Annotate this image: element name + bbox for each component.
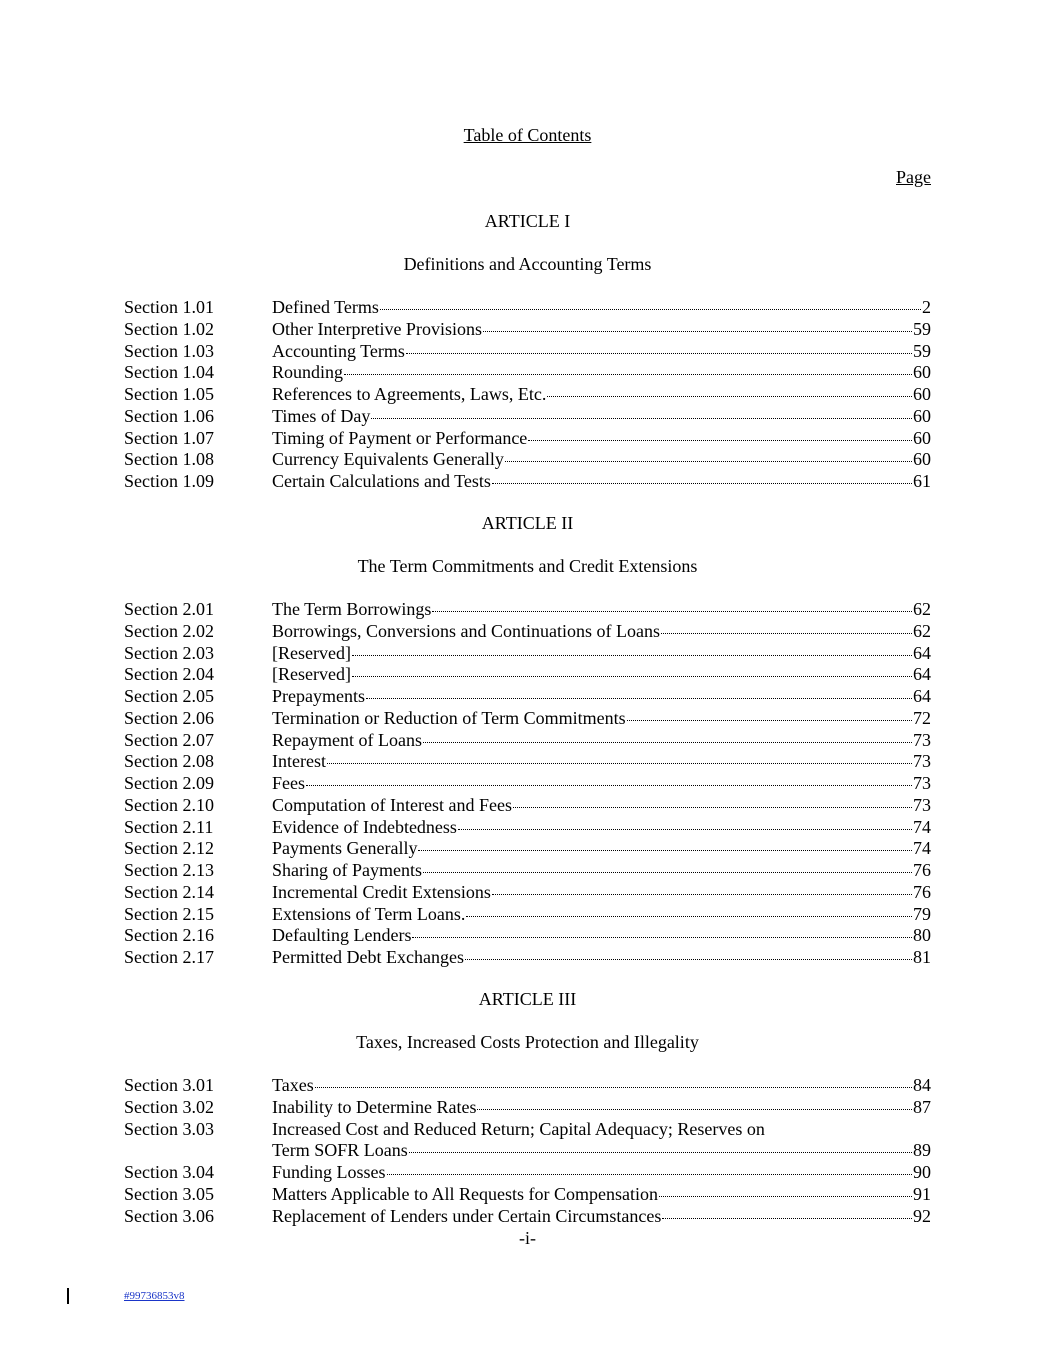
section-page: 84	[913, 1075, 931, 1095]
section-number: Section 2.07	[124, 729, 214, 750]
section-title: Inability to Determine Rates	[272, 1096, 477, 1117]
toc-entry[interactable]	[124, 882, 931, 904]
dot-leader	[492, 482, 912, 484]
section-number: Section 2.12	[124, 838, 214, 859]
section-page: 89	[913, 1140, 931, 1161]
dot-leader	[306, 784, 912, 786]
dot-leader	[465, 958, 912, 960]
dot-leader	[483, 330, 912, 332]
dot-leader	[406, 352, 912, 354]
toc-title: Table of Contents	[463, 125, 592, 145]
toc-entry[interactable]	[124, 773, 931, 795]
section-page: 72	[913, 707, 931, 728]
toc-entry[interactable]	[124, 362, 931, 384]
section-title: References to Agreements, Laws, Etc.	[272, 384, 547, 404]
toc-entry[interactable]	[124, 1162, 931, 1184]
section-number: Section 2.09	[124, 773, 214, 793]
section-title: The Term Borrowings	[272, 599, 432, 619]
toc-entry[interactable]	[124, 664, 931, 686]
section-number: Section 2.13	[124, 860, 214, 880]
section-title: Interest	[272, 751, 326, 772]
section-page: 74	[913, 838, 931, 859]
section-number: Section 1.09	[124, 471, 214, 491]
dot-leader	[505, 460, 912, 462]
toc-entry[interactable]	[124, 686, 931, 708]
dot-leader	[513, 806, 912, 808]
toc-entry[interactable]	[124, 795, 931, 817]
toc-entry[interactable]	[124, 947, 931, 969]
section-number: Section 1.05	[124, 384, 214, 404]
toc-entry[interactable]	[124, 471, 931, 493]
section-number: Section 2.08	[124, 751, 214, 772]
section-number: Section 3.01	[124, 1075, 214, 1095]
toc-entry[interactable]	[124, 384, 931, 406]
section-number: Section 2.02	[124, 620, 214, 641]
section-title: Repayment of Loans	[272, 729, 422, 750]
section-list	[124, 297, 931, 493]
section-number: Section 2.04	[124, 664, 214, 685]
section-title: Evidence of Indebtedness	[272, 816, 457, 837]
dot-leader	[423, 871, 912, 873]
section-number: Section 1.01	[124, 297, 214, 317]
section-number: Section 2.06	[124, 707, 214, 728]
section-number: Section 3.05	[124, 1183, 214, 1204]
dot-leader	[477, 1108, 912, 1110]
section-page: 64	[913, 686, 931, 706]
section-number: Section 2.15	[124, 903, 214, 924]
article-heading: ARTICLE III	[478, 989, 577, 1009]
section-page: 59	[913, 340, 931, 361]
section-page: 80	[913, 925, 931, 946]
section-page: 87	[913, 1096, 931, 1117]
section-number: Section 3.03	[124, 1118, 214, 1139]
section-title: Replacement of Lenders under Certain Circumstances	[272, 1205, 662, 1226]
dot-leader	[352, 675, 912, 677]
section-number: Section 2.01	[124, 599, 214, 619]
section-page: 64	[913, 664, 931, 685]
toc-entry[interactable]	[124, 708, 931, 730]
section-title: Defaulting Lenders	[272, 925, 412, 946]
section-number: Section 1.08	[124, 449, 214, 470]
article-title: Taxes, Increased Costs Protection and Illegality	[356, 1032, 699, 1052]
article-1	[124, 210, 931, 493]
dot-leader	[315, 1086, 912, 1088]
dot-leader	[344, 373, 912, 375]
section-list	[124, 1075, 931, 1227]
toc-entry[interactable]	[124, 1097, 931, 1119]
section-number: Section 1.06	[124, 405, 214, 426]
toc-entry[interactable]	[124, 838, 931, 860]
toc-entry[interactable]	[124, 428, 931, 450]
section-page: 91	[913, 1183, 931, 1204]
article-heading: ARTICLE I	[484, 211, 571, 231]
section-page: 60	[913, 449, 931, 470]
section-title: Prepayments	[272, 686, 365, 706]
section-number: Section 2.03	[124, 642, 214, 663]
section-title: Rounding	[272, 362, 344, 383]
toc-entry[interactable]	[124, 1184, 931, 1206]
section-title: [Reserved]	[272, 642, 351, 663]
section-title: Taxes	[272, 1075, 314, 1095]
section-page: 81	[913, 947, 931, 967]
section-title: Permitted Debt Exchanges	[272, 947, 464, 967]
toc-entry[interactable]	[124, 904, 931, 926]
section-title: Incremental Credit Extensions	[272, 881, 491, 902]
section-page: 2	[922, 297, 931, 317]
section-page: 74	[913, 816, 931, 837]
article-heading: ARTICLE II	[481, 513, 574, 533]
dot-leader	[412, 936, 912, 938]
section-number: Section 1.03	[124, 340, 214, 361]
section-title: Term SOFR Loans	[272, 1140, 408, 1161]
dot-leader	[492, 893, 912, 895]
change-bar	[67, 1288, 69, 1304]
document-id-link[interactable]: #99736853v8	[124, 1290, 185, 1302]
section-title: Extensions of Term Loans.	[272, 903, 466, 924]
section-title: Fees	[272, 773, 305, 793]
section-number: Section 3.02	[124, 1096, 214, 1117]
section-page: 76	[913, 881, 931, 902]
article-title: The Term Commitments and Credit Extensions	[357, 556, 698, 576]
article-2	[124, 512, 931, 969]
section-page: 92	[913, 1205, 931, 1226]
section-page: 79	[913, 903, 931, 924]
section-number: Section 3.06	[124, 1205, 214, 1226]
toc-entry[interactable]	[124, 406, 931, 428]
dot-leader	[387, 1173, 912, 1175]
dot-leader	[432, 610, 912, 612]
dot-leader	[352, 654, 912, 656]
section-number: Section 2.14	[124, 881, 214, 902]
dot-leader	[662, 1217, 912, 1219]
section-page: 90	[913, 1162, 931, 1182]
section-list	[124, 599, 931, 969]
toc-entry[interactable]	[124, 860, 931, 882]
page-number: -i-	[519, 1228, 536, 1248]
section-title: Other Interpretive Provisions	[272, 318, 482, 339]
toc-entry[interactable]	[124, 449, 931, 471]
dot-leader	[627, 719, 912, 721]
section-title: Borrowings, Conversions and Continuations of Loans	[272, 620, 660, 641]
page-column-label: Page	[896, 167, 931, 187]
section-title: Certain Calculations and Tests	[272, 471, 491, 491]
section-title: Computation of Interest and Fees	[272, 794, 512, 815]
section-title: Times of Day	[272, 405, 371, 426]
toc-entry[interactable]	[124, 341, 931, 363]
dot-leader	[366, 697, 912, 699]
section-page: 73	[913, 773, 931, 793]
section-page: 73	[913, 751, 931, 772]
section-page: 62	[913, 599, 931, 619]
section-page: 60	[913, 362, 931, 383]
section-page: 76	[913, 860, 931, 880]
section-title: [Reserved]	[272, 664, 351, 685]
section-title: Payments Generally	[272, 838, 418, 859]
section-number: Section 1.04	[124, 362, 214, 383]
toc-entry[interactable]	[124, 599, 931, 621]
dot-leader	[327, 762, 912, 764]
toc-entry[interactable]	[124, 817, 931, 839]
toc-entry[interactable]	[124, 1206, 931, 1228]
section-number: Section 2.16	[124, 925, 214, 946]
dot-leader	[547, 395, 912, 397]
section-title-line1: Increased Cost and Reduced Return; Capital Adequacy; Reserves on	[272, 1118, 765, 1139]
section-number: Section 3.04	[124, 1162, 214, 1182]
section-number: Section 2.17	[124, 947, 214, 967]
toc-entry[interactable]	[124, 621, 931, 643]
toc-entry[interactable]	[124, 730, 931, 752]
section-page: 73	[913, 729, 931, 750]
section-number: Section 2.11	[124, 816, 214, 837]
section-number: Section 2.10	[124, 794, 214, 815]
section-page: 60	[913, 405, 931, 426]
dot-leader	[409, 1151, 912, 1153]
toc-entry[interactable]	[124, 1075, 931, 1097]
dot-leader	[659, 1195, 912, 1197]
dot-leader	[458, 828, 912, 830]
article-3	[124, 988, 931, 1227]
dot-leader	[528, 439, 912, 441]
section-page: 59	[913, 318, 931, 339]
dot-leader	[371, 417, 912, 419]
dot-leader	[423, 741, 912, 743]
section-page: 64	[913, 642, 931, 663]
section-title: Matters Applicable to All Requests for Compensation	[272, 1183, 658, 1204]
section-page: 60	[913, 427, 931, 448]
section-title: Funding Losses	[272, 1162, 386, 1182]
article-title: Definitions and Accounting Terms	[403, 254, 652, 274]
dot-leader	[661, 632, 912, 634]
section-page: 73	[913, 794, 931, 815]
toc-entry[interactable]	[124, 751, 931, 773]
toc-entry[interactable]	[124, 1119, 931, 1163]
section-page: 61	[913, 471, 931, 491]
section-title: Termination or Reduction of Term Commitments	[272, 707, 626, 728]
dot-leader	[418, 849, 912, 851]
section-number: Section 1.02	[124, 318, 214, 339]
section-page: 60	[913, 384, 931, 404]
dot-leader	[380, 308, 921, 310]
section-number: Section 2.05	[124, 686, 214, 706]
toc-entry[interactable]	[124, 925, 931, 947]
toc-entry[interactable]	[124, 643, 931, 665]
toc-entry[interactable]	[124, 319, 931, 341]
section-number: Section 1.07	[124, 427, 214, 448]
dot-leader	[466, 915, 912, 917]
section-title: Defined Terms	[272, 297, 379, 317]
section-title: Timing of Payment or Performance	[272, 427, 528, 448]
section-page: 62	[913, 620, 931, 641]
section-title: Sharing of Payments	[272, 860, 422, 880]
toc-entry[interactable]	[124, 297, 931, 319]
section-title: Currency Equivalents Generally	[272, 449, 504, 470]
section-title: Accounting Terms	[272, 340, 405, 361]
